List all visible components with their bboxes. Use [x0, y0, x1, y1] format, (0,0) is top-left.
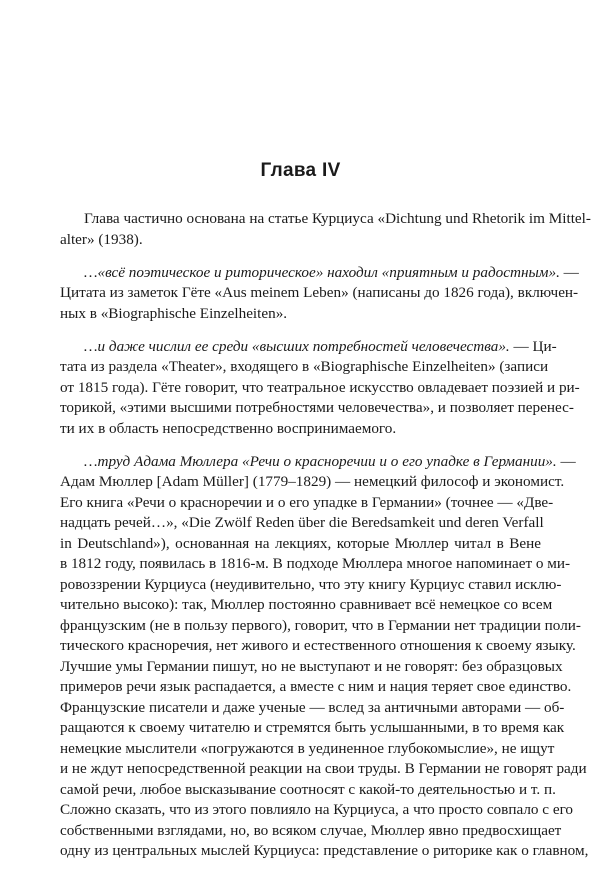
text-line: немецкие мыслители «погружаются в уединенное глубокомыслие», не ищут [60, 739, 555, 757]
paragraph-2 [60, 263, 579, 325]
quoted-phrase: …«всё поэтическое и риторическое» находил «приятным и радостным». [84, 263, 560, 281]
text-line: самой речи, любое высказывание соотносят с какой-то деятельностью и т. п. [60, 780, 556, 798]
text-line: alter» (1938). [60, 230, 143, 248]
text-line: собственными взглядами, но, во всяком случае, Мюллер явно предвосхищает [60, 821, 562, 839]
text-line: и не ждут непосредственной реакции на свои труды. В Германии не говорят ради [60, 760, 587, 777]
chapter-title: Глава IV [260, 160, 341, 181]
text-line: ных в «Biographische Einzelheiten». [60, 304, 288, 322]
text-line: ращаются к своему читателю и стремятся быть услышанными, в то время как [60, 719, 565, 736]
text-line: Французские писатели и даже ученые — вслед за античными авторами — об- [60, 698, 565, 716]
text-line: Сложно сказать, что из этого повлияло на Курциуса, а что просто совпало с его [60, 801, 574, 818]
text-line: …труд Адама Мюллера «Речи о красноречии и о его упадке в Германии». — [84, 452, 576, 470]
paragraph-1 [60, 209, 591, 250]
text-line: ровоззрении Курциуса (неудивительно, что эту книгу Курциус ставил исклю- [60, 575, 562, 593]
text-line: в 1812 году, появилась в 1816-м. В подходе Мюллера многое напоминает о ми- [60, 555, 571, 572]
paragraph-3 [60, 337, 580, 440]
text-line: чительно высоко): так, Мюллер постоянно сравнивает всё немецкое со всем [60, 596, 553, 613]
text-line: примеров речи язык распадается, а вместе с ним и нация теряет свое единство. [60, 678, 572, 695]
text-line: тического красноречия, нет живого и естественного отношения к своему языку. [60, 637, 576, 654]
quoted-phrase: …и даже числил ее среди «высших потребностей человечества». [84, 337, 510, 355]
text-line: …и даже числил ее среди «высших потребностей человечества». — Ци- [84, 337, 557, 355]
book-page [60, 0, 591, 864]
text-line: …«всё поэтическое и риторическое» находил «приятным и радостным». — [84, 263, 579, 281]
text-line: от 1815 года). Гёте говорит, что театральное искусство овладевает поэзией и ри- [60, 378, 580, 396]
text-line: Лучшие умы Германии пишут, но не выступают и не говорят: без образцовых [60, 657, 563, 675]
text-line: надцать речей…», «Die Zwölf Reden über die Beredsamkeit und deren Verfall [60, 514, 544, 531]
text-line: тата из раздела «Theater», входящего в «Biographische Einzelheiten» (записи [60, 358, 549, 375]
text-line: торикой, «этими высшими потребностями человечества», и позволяет перенес- [60, 399, 574, 416]
body-text [60, 209, 591, 874]
quoted-phrase: …труд Адама Мюллера «Речи о красноречии и о его упадке в Германии». [84, 452, 557, 470]
text-line: ти их в область непосредственно воспринимаемого. [60, 419, 397, 437]
text-line: Адам Мюллер [Adam Müller] (1779–1829) — немецкий философ и экономист. [60, 473, 565, 490]
paragraph-4 [60, 452, 589, 862]
text-line: Цитата из заметок Гёте «Aus meinem Leben» (написаны до 1826 года), включен- [60, 284, 579, 301]
text-line: Его книга «Речи о красноречии и о его упадке в Германии» (точнее — «Две- [60, 493, 554, 511]
text-line: Глава частично основана на статье Курциуса «Dichtung und Rhetorik im Mittel- [84, 210, 591, 227]
text-line: одну из центральных мыслей Курциуса: представление о риторике как о главном, [60, 842, 589, 859]
text-line: in Deutschland»), основанная на лекциях, которые Мюллер читал в Вене [60, 534, 541, 552]
text-line: французским (не в пользу первого), говорит, что в Германии нет традиции поли- [60, 616, 581, 634]
